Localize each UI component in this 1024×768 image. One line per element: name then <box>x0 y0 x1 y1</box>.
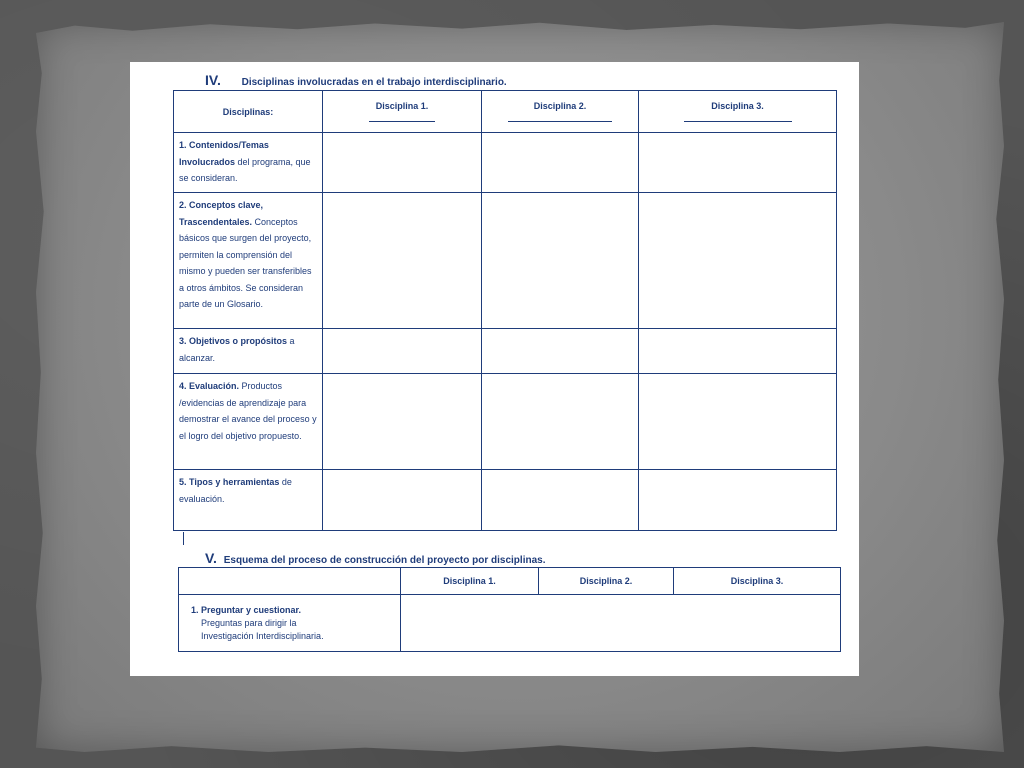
cell[interactable] <box>639 329 837 374</box>
cell[interactable] <box>482 374 639 470</box>
header-disciplina-3: Disciplina 3. <box>674 568 841 595</box>
cell[interactable] <box>323 193 482 329</box>
table-header-row <box>174 91 837 133</box>
header-empty <box>179 568 401 595</box>
row-label-conceptos: 2. Conceptos clave, Trascendentales. Conceptos básicos que surgen del proyecto, permiten la comprensión del mismo y pueden ser transferibles a otros ámbitos. Se consideran parte de un Glosario. <box>174 193 323 329</box>
cell[interactable] <box>639 374 837 470</box>
table-row <box>174 374 837 470</box>
header-disciplina-2: Disciplina 2. <box>482 91 639 133</box>
section-v-heading <box>205 550 545 566</box>
table-row <box>174 329 837 374</box>
header-disciplina-1: Disciplina 1. <box>323 91 482 133</box>
table-row <box>179 595 841 652</box>
cell[interactable] <box>323 133 482 193</box>
section-v-number: V. <box>205 550 217 566</box>
table-header-row <box>179 568 841 595</box>
section-iv-title: Disciplinas involucradas en el trabajo interdisciplinario. <box>241 77 507 88</box>
table-row <box>174 470 837 531</box>
cell[interactable] <box>482 470 639 531</box>
table-row <box>174 193 837 329</box>
text-cursor-mark <box>183 532 184 545</box>
section-iv-number: IV. <box>205 72 221 88</box>
cell[interactable] <box>639 193 837 329</box>
process-table <box>178 567 841 652</box>
cell[interactable] <box>323 329 482 374</box>
cell[interactable] <box>401 595 841 652</box>
cell[interactable] <box>482 329 639 374</box>
row-label-objetivos: 3. Objetivos o propósitos a alcanzar. <box>174 329 323 374</box>
cell[interactable] <box>323 470 482 531</box>
table-row <box>174 133 837 193</box>
cell[interactable] <box>482 133 639 193</box>
header-disciplina-2: Disciplina 2. <box>539 568 674 595</box>
header-disciplinas: Disciplinas: <box>174 91 323 133</box>
row-label-contenidos: 1. Contenidos/Temas Involucrados del programa, que se consideran. <box>174 133 323 193</box>
row-label-preguntar: 1. Preguntar y cuestionar. Preguntas para dirigir la Investigación Interdisciplinaria. <box>179 595 401 652</box>
row-label-tipos: 5. Tipos y herramientas de evaluación. <box>174 470 323 531</box>
cell[interactable] <box>323 374 482 470</box>
cell[interactable] <box>482 193 639 329</box>
cell[interactable] <box>639 133 837 193</box>
section-iv-heading <box>205 72 507 88</box>
row-label-evaluacion: 4. Evaluación. Productos /evidencias de aprendizaje para demostrar el avance del proceso y el logro del objetivo propuesto. <box>174 374 323 470</box>
cell[interactable] <box>639 470 837 531</box>
header-disciplina-1: Disciplina 1. <box>401 568 539 595</box>
disciplines-table <box>173 90 837 531</box>
header-disciplina-3: Disciplina 3. <box>639 91 837 133</box>
section-v-title: Esquema del proceso de construcción del proyecto por disciplinas. <box>223 555 546 566</box>
